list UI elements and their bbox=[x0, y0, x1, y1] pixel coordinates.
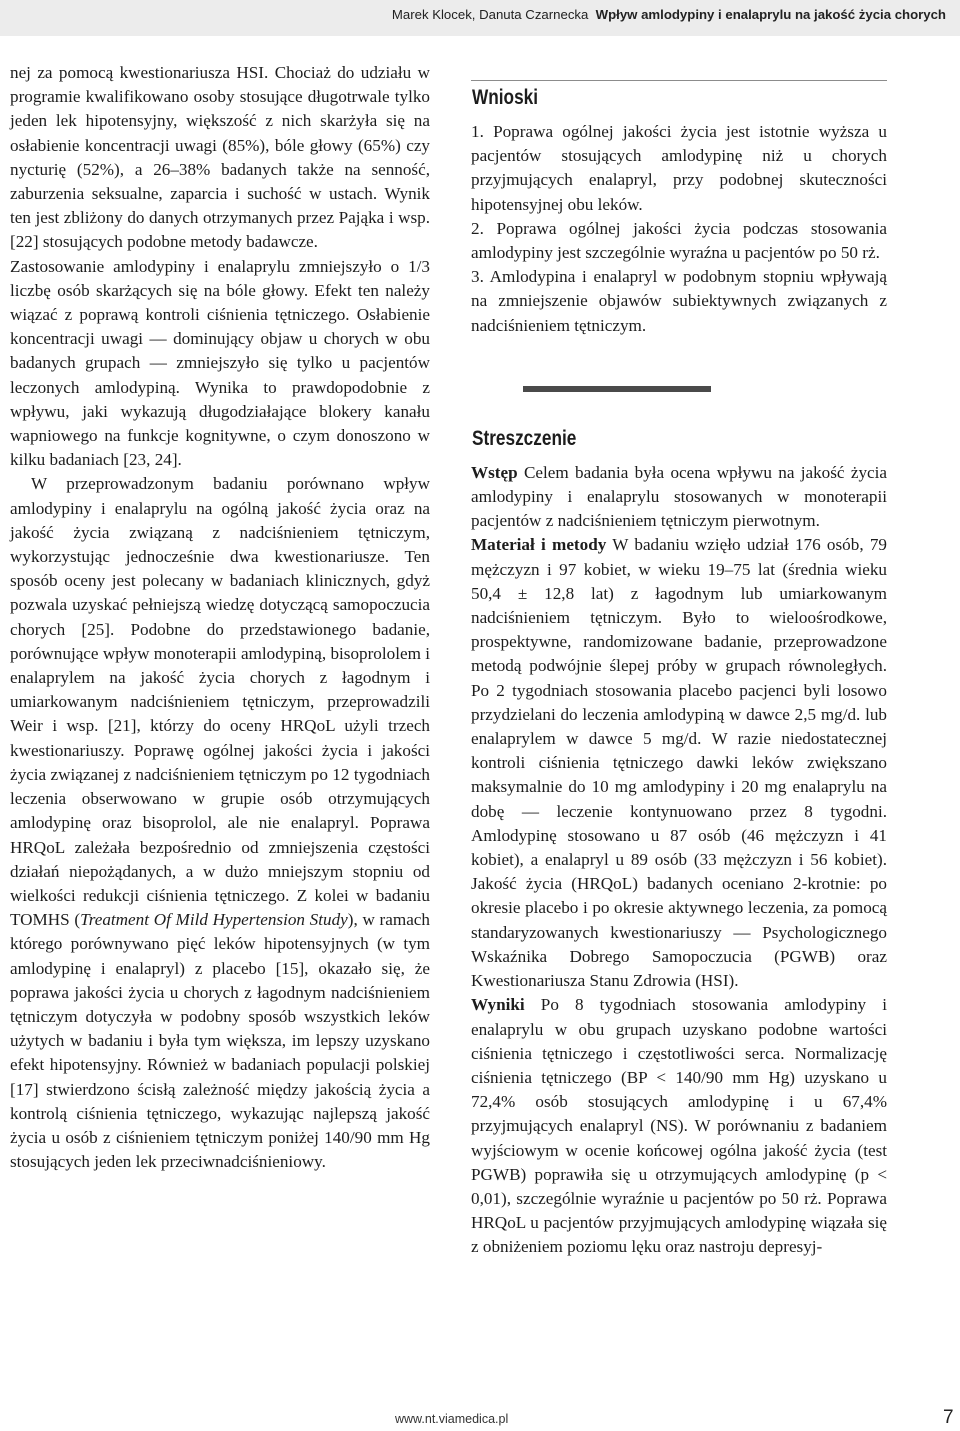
abstract-results bbox=[471, 993, 887, 1259]
abstract-methods-label: Materiał i metody bbox=[471, 535, 607, 555]
section-separator-bar bbox=[523, 386, 711, 392]
left-paragraph-3-part-b: ), w ramach którego porównywano pięć leków hipotensyjnych (w tym amlodypinę i enalapryl) z placebo [15], okazało się, że poprawa jakości życia u chorych z łagodnym nadciśnieniem tętniczym dotyczyła w podobny sposób wszystkich leków użytych w badaniu i była tym większa, im lepszy uzyskano efekt hipotensyjny. Również w badaniach populacji polskiej [17] stwierdzono ścisłą zależność między jakością życia a kontrolą ciśnienia tętniczego, wykazując najlepszą jakość życia u osób z ciśnieniem tętniczym poniżej 140/90 mm Hg stosujących jeden lek przeciwnadciśnieniowy. bbox=[10, 910, 430, 1172]
running-head-title: Wpływ amlodypiny i enalaprylu na jakość życia chorych bbox=[595, 7, 946, 22]
abstract-intro-text: Celem badania była ocena wpływu na jakość życia amlodypiny i enalaprylu stosowanych w monoterapii pacjentów z nadciśnieniem tętniczym pierwotnym. bbox=[471, 462, 887, 531]
abstract-methods bbox=[471, 533, 887, 993]
left-paragraph-3 bbox=[10, 472, 430, 1174]
conclusion-item-1: 1. Poprawa ogólnej jakości życia jest istotnie wyższa u pacjentów stosujących amlodypinę niż u chorych przyjmujących enalapryl, przy podobnej skuteczności hipotensyjnej obu leków. bbox=[471, 122, 887, 214]
abstract-results-text: Po 8 tygodniach stosowania amlodypiny i enalaprylu w obu grupach uzyskano podobne wartości ciśnienia tętniczego i częstotliwości serca. Normalizację ciśnienia tętniczego (BP < 140/90 mm Hg) uzyskano u 72,4% osób stosujących amlodypinę i u 67,4% przyjmujących enalapryl (NS). W porównaniu z badaniem wyjściowym w ocenie końcowej ogólna jakość życia (test PGWB) poprawiła się u otrzymujących amlodypinę (p < 0,01), szczególnie wyraźnie u pacjentów po 50 rż. Poprawa HRQoL u pacjentów przyjmujących amlodypinę wiązała się z obniżeniem poziomu lęku oraz nastroju depresyj- bbox=[471, 995, 887, 1257]
abstract-heading: Streszczenie bbox=[472, 426, 577, 450]
abstract-methods-text: W badaniu wzięło udział 176 osób, 79 mężczyzn i 97 kobiet, w wieku 19–75 lat (średnia wieku 50,4 ± 12,8 lat) z łagodnym lub umiarkowanym nadciśnieniem tętniczym. Było to wieloośrodkowe, prospektywne, randomizowane badanie, przeprowadzone metodą podwójnie ślepej próby w grupach równoległych. Po 2 tygodniach stosowania placebo pacjenci byli losowo przydzielani do leczenia amlodypiną w dawce 2,5 mg/d. lub enalaprylem w dawce 5 mg/d. W razie niedostatecznej kontroli ciśnienia tętniczego dawki leków zwiększano maksymalnie do 10 mg amlodypiny i 20 mg enalaprylu na dobę — leczenie kontynuowano przez 8 tygodni. Amlodypinę stosowano u 87 osób (46 mężczyzn i 41 kobiet), a enalapryl u 89 osób (33 mężczyzn i 56 kobiet). Jakość życia (HRQoL) badanych oceniano 2-krotnie: po okresie placebo i po okresie aktywnego leczenia, za pomocą standaryzowanych kwestionariuszy — Psychologicznego Wskaźnika Dobrego Samopoczucia (PGWB) oraz Kwestionariusza Stanu Zdrowia (HSI). bbox=[471, 535, 887, 991]
running-head bbox=[392, 7, 946, 22]
abstract-intro-label: Wstęp bbox=[471, 462, 518, 482]
left-paragraph-3-part-a: W przeprowadzonym badaniu porównano wpływ amlodypiny i enalaprylu na ogólną jakość życia oraz na jakość życia związaną z nadciśnieniem tętniczym, wykorzystując jednocześnie dwa kwestionariusze. Ten sposób oceny jest polecany w badaniach klinicznych, gdyż pozwala uzyskać pełniejszą wiedzę dotyczącą samopoczucia chorych [25]. Podobne do przedstawionego badanie, porównujące wpływ monoterapii amlodypiną, bisoprololem i enalaprylem na jakość życia chorych z łagodnym i umiarkowanym nadciśnieniem tętniczym, przeprowadzili Weir i wsp. [21], którzy do oceny HRQoL użyli trzech kwestionariuszy. Poprawę ogólnej jakości życia i jakości życia związanej z nadciśnieniem tętniczym po 12 tygodniach leczenia obserwowano w grupie osób otrzymujących amlodypinę oraz bisoprolol, ale nie enalapryl. Poprawa HRQoL zależała bezpośrednio od zmniejszenia częstości działań niepożądanych, a w dużo mniejszym stopniu od wielkości redukcji ciśnienia tętniczego. Z kolei w badaniu TOMHS ( bbox=[10, 474, 430, 930]
conclusion-item-3: 3. Amlodypina i enalapryl w podobnym stopniu wpływają na zmniejszenie objawów subiektywnych związanych z nadciśnieniem tętniczym. bbox=[471, 267, 887, 335]
abstract-intro bbox=[471, 461, 887, 534]
conclusions-heading: Wnioski bbox=[472, 86, 539, 109]
conclusion-item-2: 2. Poprawa ogólnej jakości życia podczas stosowania amlodypiny jest szczególnie wyraźna u pacjentów po 50 rż. bbox=[471, 218, 887, 263]
study-name-italic: Treatment Of Mild Hypertension Study bbox=[80, 910, 348, 930]
left-column bbox=[10, 61, 430, 1174]
conclusions-rule bbox=[471, 80, 887, 81]
page-number: 7 bbox=[943, 1407, 954, 1428]
left-paragraph-2: Zastosowanie amlodypiny i enalaprylu zmniejszyło o 1/3 liczbę osób skarżących się na bóle głowy. Efekt ten należy wiązać z poprawą kontroli ciśnienia tętniczego. Osłabienie koncentracji uwagi — dominujący objaw u chorych w obu badanych grupach — zmniejszyło się tylko u pacjentów leczonych amlodypiną. Wynika to prawdopodobnie z wpływu, jaki wykazują długodziałające blokery kanału wapniowego na funkcje kognitywne, o czym donoszono w kilku badaniach [23, 24]. bbox=[10, 256, 430, 470]
abstract-results-label: Wyniki bbox=[471, 995, 525, 1015]
right-column bbox=[471, 61, 887, 1260]
footer-url: www.nt.viamedica.pl bbox=[395, 1412, 509, 1426]
running-head-authors: Marek Klocek, Danuta Czarnecka bbox=[391, 7, 589, 22]
left-paragraph-1: nej za pomocą kwestionariusza HSI. Chociaż do udziału w programie kwalifikowano osoby stosujące długotrwale tylko jeden lek hipotensyjny, większość z nich skarżyła się na osłabienie koncentracji uwagi (85%), bóle głowy (65%) czy nycturię (52%), a 26–38% badanych także na senność, zaburzenia seksualne, zaparcia i suchość w ustach. Wynik ten jest zbliżony do danych otrzymanych przez Pająka i wsp. [22] stosujących podobne metody badawcze. bbox=[10, 63, 430, 252]
